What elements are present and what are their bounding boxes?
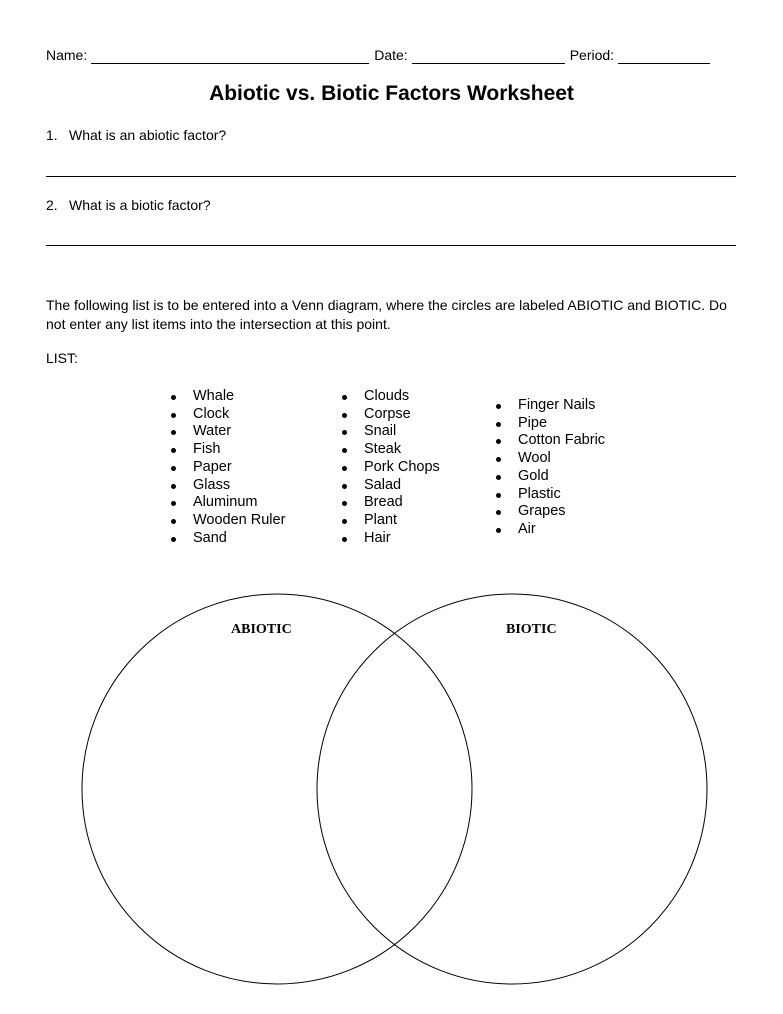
list-column-1: [168, 388, 285, 547]
period-field[interactable]: [618, 49, 710, 64]
list-item: Clouds: [339, 388, 440, 406]
list-item: Sand: [168, 530, 285, 548]
list-item: Pork Chops: [339, 459, 440, 477]
answer-line-1[interactable]: [46, 176, 736, 177]
list-item: Corpse: [339, 406, 440, 424]
list-item: Plastic: [493, 486, 605, 504]
list-item: Bread: [339, 494, 440, 512]
name-label: Name:: [46, 47, 88, 63]
list-column-2: [339, 388, 440, 547]
list-item: Hair: [339, 530, 440, 548]
student-info-header: [46, 46, 736, 64]
list-item: Plant: [339, 512, 440, 530]
biotic-circle[interactable]: [317, 594, 707, 984]
list-item: Gold: [493, 468, 605, 486]
question-number: 2.: [46, 197, 58, 213]
answer-line-2[interactable]: [46, 245, 736, 246]
instructions-paragraph: The following list is to be entered into a Venn diagram, where the circles are labeled ABIOTIC and BIOTIC. Do not enter any list items into the intersection at this point.: [46, 297, 727, 332]
date-label: Date:: [374, 47, 408, 63]
worksheet-title: Abiotic vs. Biotic Factors Worksheet: [209, 82, 574, 105]
list-item: Wooden Ruler: [168, 512, 285, 530]
list-item: Glass: [168, 477, 285, 495]
list-item: Snail: [339, 423, 440, 441]
list-item: Salad: [339, 477, 440, 495]
abiotic-circle[interactable]: [82, 594, 472, 984]
question-2: [46, 197, 211, 213]
question-1: [46, 127, 226, 143]
abiotic-label: ABIOTIC: [231, 622, 292, 637]
list-item: Air: [493, 521, 605, 539]
question-text: What is a biotic factor?: [69, 197, 211, 213]
date-field[interactable]: [412, 49, 565, 64]
list-item: Clock: [168, 406, 285, 424]
list-item: Cotton Fabric: [493, 432, 605, 450]
list-item: Finger Nails: [493, 397, 605, 415]
list-item: Fish: [168, 441, 285, 459]
name-field[interactable]: [91, 49, 369, 64]
question-text: What is an abiotic factor?: [69, 127, 227, 143]
list-item: Whale: [168, 388, 285, 406]
list-item: Paper: [168, 459, 285, 477]
list-item: Grapes: [493, 503, 605, 521]
list-item: Aluminum: [168, 494, 285, 512]
list-column-3: [493, 397, 605, 539]
list-label: LIST:: [46, 350, 78, 366]
list-item: Wool: [493, 450, 605, 468]
period-label: Period:: [569, 47, 615, 63]
list-item: Steak: [339, 441, 440, 459]
venn-diagram: [0, 590, 783, 1010]
biotic-label: BIOTIC: [506, 622, 557, 637]
list-item: Pipe: [493, 415, 605, 433]
question-number: 1.: [46, 127, 58, 143]
list-item: Water: [168, 423, 285, 441]
